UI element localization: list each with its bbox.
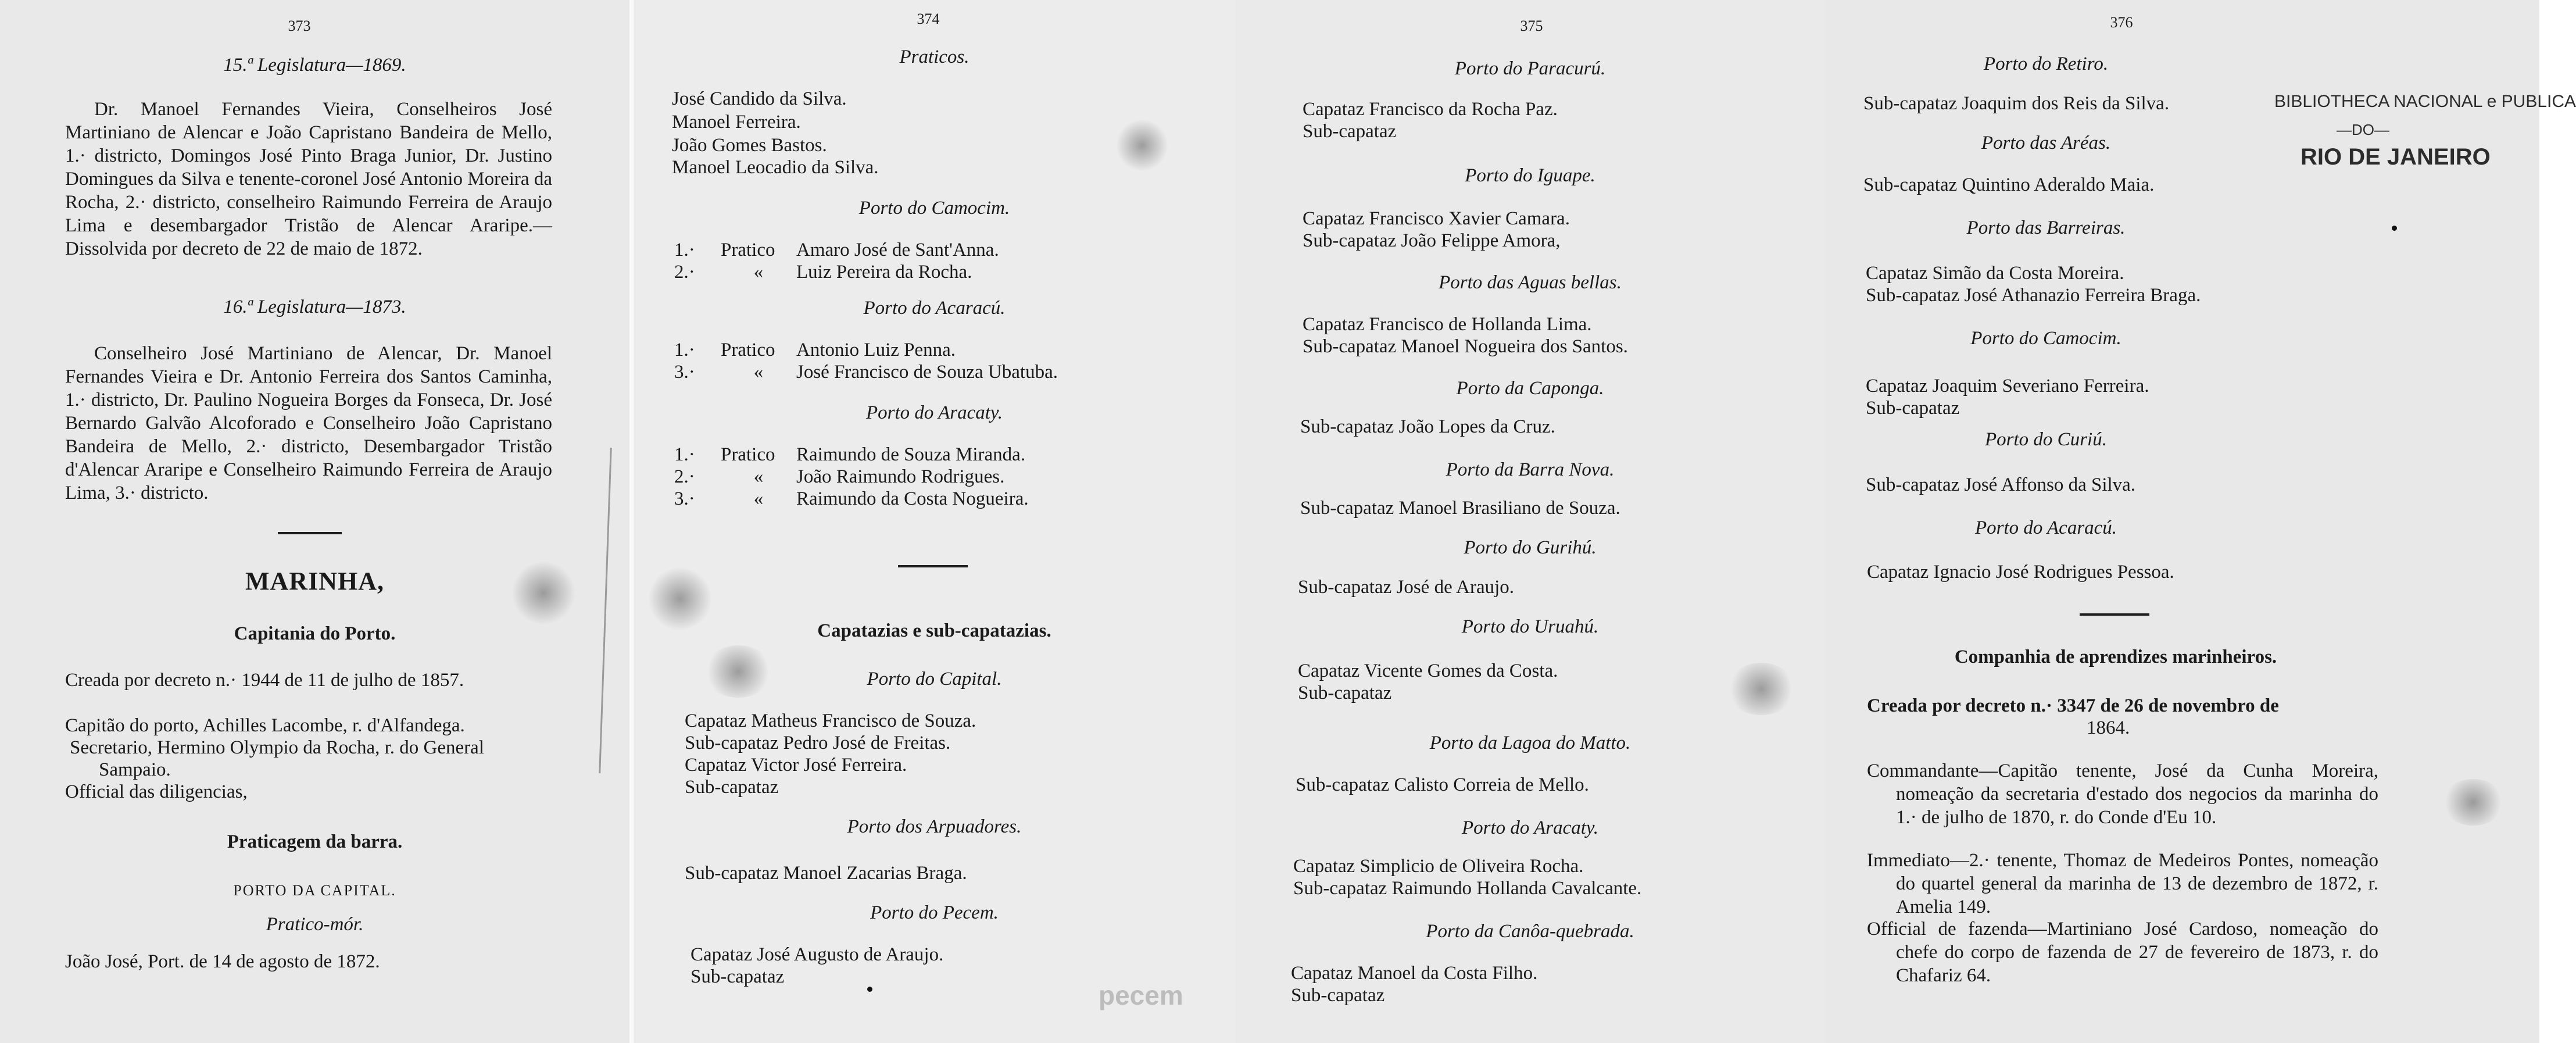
secretario-line-2: Sampaio. bbox=[99, 759, 171, 780]
pecem-line: Capataz José Augusto de Araujo. bbox=[690, 944, 944, 965]
porto-line: Sub-capataz José de Araujo. bbox=[1298, 577, 1515, 598]
porto-line: Sub-capataz João Lopes da Cruz. bbox=[1300, 416, 1555, 437]
library-stamp-line-3: RIO DE JANEIRO bbox=[2300, 144, 2491, 170]
aracaty-row: 3.· « Raimundo da Costa Nogueira. bbox=[674, 488, 1029, 509]
capatazias-heading: Capatazias e sub-capatazias. bbox=[817, 620, 1051, 641]
acaracu-row: 3.· « José Francisco de Souza Ubatuba. bbox=[674, 362, 1058, 383]
aracaty-row: 2.· « João Raimundo Rodrigues. bbox=[674, 466, 1005, 487]
porto-line: Capataz Simplicio de Oliveira Rocha. bbox=[1293, 856, 1584, 877]
page-number: 374 bbox=[917, 10, 940, 27]
section-divider bbox=[2080, 613, 2149, 616]
porto-heading: Porto do Curiú. bbox=[1985, 429, 2107, 450]
arpuadores-line: Sub-capataz Manoel Zacarias Braga. bbox=[685, 863, 967, 884]
ink-smudge bbox=[1726, 663, 1796, 715]
porto-line: Sub-capataz Manoel Nogueira dos Santos. bbox=[1303, 336, 1628, 357]
porto-heading: Porto do Gurihú. bbox=[1464, 537, 1597, 558]
page-376 bbox=[1825, 0, 2576, 1043]
camocim-heading: Porto do Camocim. bbox=[858, 198, 1010, 219]
library-stamp-line-1: BIBLIOTHECA NACIONAL e PUBLICA bbox=[2274, 92, 2576, 111]
porto-heading: Porto da Canôa-quebrada. bbox=[1426, 921, 1634, 942]
porto-line: Capataz Ignacio José Rodrigues Pessoa. bbox=[1867, 562, 2174, 583]
page-373 bbox=[0, 0, 629, 1043]
porto-line: Sub-capataz bbox=[1291, 985, 1385, 1006]
porto-line: Capataz Joaquim Severiano Ferreira. bbox=[1866, 376, 2149, 397]
page-374 bbox=[634, 0, 1235, 1043]
pratico-list-item: José Candido da Silva. bbox=[672, 88, 847, 109]
porto-line: Sub-capataz Calisto Correia de Mello. bbox=[1296, 774, 1589, 795]
porto-capital-heading: PORTO DA CAPITAL. bbox=[233, 882, 396, 899]
porto-heading: Porto da Caponga. bbox=[1456, 378, 1604, 399]
capitania-heading: Capitania do Porto. bbox=[234, 623, 396, 644]
pratico-list-item: João Gomes Bastos. bbox=[672, 135, 827, 156]
praticos-heading: Praticos. bbox=[899, 47, 969, 67]
ink-smudge bbox=[2441, 779, 2505, 826]
porto-line: Sub-capataz Raimundo Hollanda Cavalcante. bbox=[1293, 878, 1642, 899]
porto-line: Capataz Simão da Costa Moreira. bbox=[1866, 263, 2124, 284]
porto-heading: Porto do Iguape. bbox=[1465, 165, 1595, 186]
ink-smudge bbox=[648, 567, 712, 631]
companhia-heading: Companhia de aprendizes marinheiros. bbox=[1954, 646, 2277, 667]
companhia-creada-1: Creada por decreto n.· 3347 de 26 de novembro de bbox=[1867, 695, 2279, 716]
legislature-15-title: 15.ª Legislatura—1869. bbox=[223, 55, 406, 76]
pecem-line: Sub-capataz bbox=[690, 966, 785, 987]
pratico-list-item: Manoel Ferreira. bbox=[672, 112, 801, 133]
porto-line: Capataz Francisco de Hollanda Lima. bbox=[1303, 314, 1592, 335]
porto-line: Capataz Vicente Gomes da Costa. bbox=[1298, 660, 1558, 681]
porto-line: Sub-capataz Joaquim dos Reis da Silva. bbox=[1863, 93, 2170, 114]
capitao-porto: Capitão do porto, Achilles Lacombe, r. d'Alfandega. bbox=[65, 715, 465, 736]
porto-heading: Porto do Uruahú. bbox=[1461, 616, 1599, 637]
porto-heading: Porto das Aréas. bbox=[1981, 133, 2111, 153]
porto-heading: Porto das Barreiras. bbox=[1966, 217, 2126, 238]
acaracu-heading: Porto do Acaracú. bbox=[863, 298, 1006, 319]
porto-line: Sub-capataz José Affonso da Silva. bbox=[1866, 474, 2136, 495]
pecem-watermark: pecem bbox=[1099, 980, 1183, 1010]
page-number: 375 bbox=[1520, 17, 1543, 34]
camocim-row: 2.· « Luiz Pereira da Rocha. bbox=[674, 262, 972, 283]
ink-smudge bbox=[703, 645, 773, 698]
porto-line: Sub-capataz José Athanazio Ferreira Braga. bbox=[1866, 285, 2201, 306]
paper-crease bbox=[599, 448, 612, 773]
praticagem-heading: Praticagem da barra. bbox=[227, 831, 403, 852]
porto-line: Capataz Manoel da Costa Filho. bbox=[1291, 963, 1538, 984]
official-fazenda-entry: Official de fazenda—Martiniano José Cardoso, nomeação do chefe do corpo de fazenda de 27 de fevereiro de 1873, r. do Chafariz 64. bbox=[1867, 919, 2378, 986]
porto-heading: Porto do Aracaty. bbox=[1462, 817, 1598, 838]
pecem-heading: Porto do Pecem. bbox=[870, 902, 999, 923]
capital-line: Capataz Victor José Ferreira. bbox=[685, 755, 907, 776]
porto-line: Sub-capataz Quintino Aderaldo Maia. bbox=[1863, 174, 2155, 195]
legislature-16-title: 16.ª Legislatura—1873. bbox=[223, 297, 406, 317]
immediato-entry: Immediato—2.· tenente, Thomaz de Medeiros Pontes, nomeação do quartel general da marinha de 13 de dezembro de 1872, r. Amelia 149. bbox=[1867, 850, 2378, 917]
ink-spot bbox=[2392, 226, 2397, 231]
camocim-row: 1.· Pratico Amaro José de Sant'Anna. bbox=[674, 240, 999, 260]
page-number: 376 bbox=[2110, 14, 2133, 31]
porto-line: Sub-capataz João Felippe Amora, bbox=[1303, 230, 1561, 251]
capital-line: Sub-capataz Pedro José de Freitas. bbox=[685, 733, 951, 753]
page-375 bbox=[1235, 0, 1825, 1043]
porto-heading: Porto do Acaracú. bbox=[1974, 517, 2117, 538]
arpuadores-heading: Porto dos Arpuadores. bbox=[847, 816, 1022, 837]
official-diligencias: Official das diligencias, bbox=[65, 781, 248, 802]
capitania-creada: Creada por decreto n.· 1944 de 11 de julho de 1857. bbox=[65, 670, 464, 691]
porto-heading: Porto da Barra Nova. bbox=[1446, 459, 1615, 480]
library-stamp-line-2: —DO— bbox=[2337, 121, 2389, 138]
porto-heading: Porto das Aguas bellas. bbox=[1439, 272, 1622, 293]
ink-smudge bbox=[511, 561, 575, 625]
joao-jose-line: João José, Port. de 14 de agosto de 1872. bbox=[65, 951, 380, 972]
aracaty-heading: Porto do Aracaty. bbox=[866, 402, 1003, 423]
legislature-15-text: Dr. Manoel Fernandes Vieira, Conselheiros José Martiniano de Alencar e João Capristano Bandeira de Mello, 1.· districto, Domingos José Pinto Braga Junior, Dr. Justino Domingues da Silva e tenente-coronel José Antonio Moreira da Rocha, 2.· districto, conselheiro Raimundo Ferreira de Araujo Lima e desembargador Tristão de Alencar Araripe.—Dissolvida por decreto de 22 de maio de 1872. bbox=[65, 99, 552, 259]
marinha-heading: MARINHA, bbox=[245, 567, 384, 595]
companhia-creada-2: 1864. bbox=[2087, 717, 2130, 738]
porto-line: Sub-capataz bbox=[1303, 121, 1397, 142]
capital-line: Capataz Matheus Francisco de Souza. bbox=[685, 710, 976, 731]
page-number: 373 bbox=[288, 17, 311, 34]
porto-line: Capataz Francisco Xavier Camara. bbox=[1303, 208, 1570, 229]
pratico-mor-heading: Pratico-mór. bbox=[266, 914, 364, 935]
porto-line: Capataz Francisco da Rocha Paz. bbox=[1303, 99, 1558, 120]
section-divider bbox=[278, 532, 342, 534]
porto-line: Sub-capataz bbox=[1866, 398, 1960, 419]
porto-heading: Porto do Paracurú. bbox=[1454, 58, 1606, 79]
ink-smudge bbox=[1116, 119, 1168, 172]
porto-heading: Porto do Camocim. bbox=[1970, 328, 2121, 349]
pratico-list-item: Manoel Leocadio da Silva. bbox=[672, 157, 879, 178]
ink-spot bbox=[867, 987, 872, 992]
porto-heading: Porto do Retiro. bbox=[1983, 53, 2109, 74]
porto-line: Sub-capataz bbox=[1298, 683, 1392, 703]
capital-heading: Porto do Capital. bbox=[867, 669, 1002, 690]
porto-line: Sub-capataz Manoel Brasiliano de Souza. bbox=[1300, 498, 1620, 519]
acaracu-row: 1.· Pratico Antonio Luiz Penna. bbox=[674, 340, 956, 360]
capital-line: Sub-capataz bbox=[685, 777, 779, 798]
secretario-line-1: Secretario, Hermino Olympio da Rocha, r. do General bbox=[70, 737, 484, 758]
commandante-entry: Commandante—Capitão tenente, José da Cunha Moreira, nomeação da secretaria d'estado dos negocios da marinha do 1.· de julho de 1870, r. do Conde d'Eu 10. bbox=[1867, 760, 2378, 828]
section-divider bbox=[898, 565, 968, 567]
aracaty-row: 1.· Pratico Raimundo de Souza Miranda. bbox=[674, 444, 1026, 465]
legislature-16-text: Conselheiro José Martiniano de Alencar, Dr. Manoel Fernandes Vieira e Dr. Antonio Ferreira dos Santos Caminha, 1.· districto, Dr. Paulino Nogueira Borges da Fonseca, Dr. José Bernardo Galvão Alcoforado e Conselheiro João Capristano Bandeira de Mello, 2.· districto, Desembargador Tristão d'Alencar Araripe e Conselheiro Raimundo Ferreira de Araujo Lima, 3.· districto. bbox=[65, 343, 552, 503]
porto-heading: Porto da Lagoa do Matto. bbox=[1429, 733, 1631, 753]
